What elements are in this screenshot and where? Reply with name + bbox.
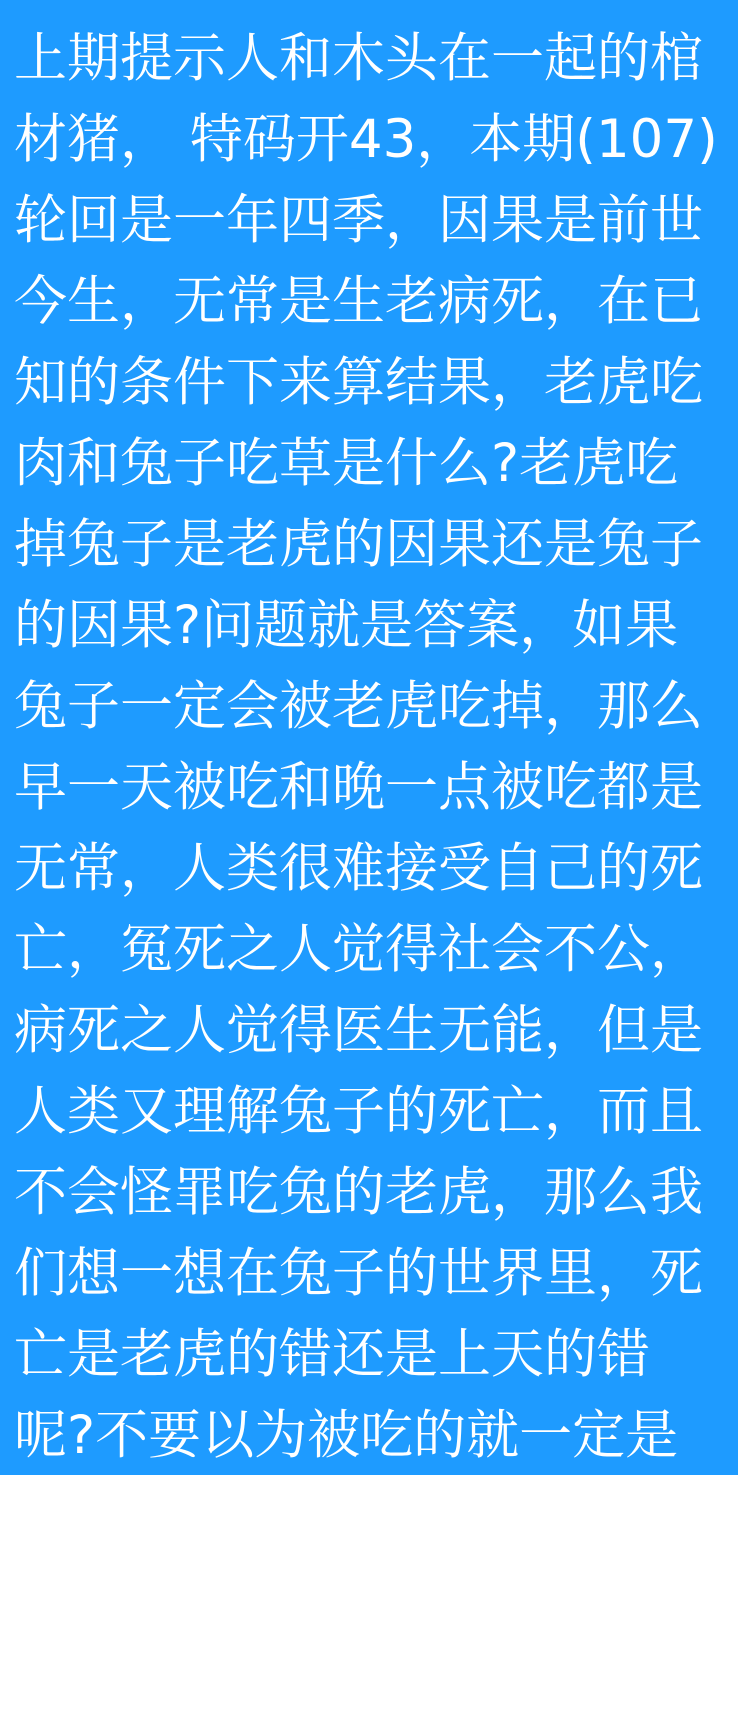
message-body-text: 上期提示人和木头在一起的棺材猪， 特码开43，本期(107)轮回是一年四季，因果是前世今生，无常是生老病死，在已知的条件下来算结果，老虎吃肉和兔子吃草是什么?老虎吃掉兔子是老虎的因果还是兔子的因果?问题就是答案，如果兔子一定会被老虎吃掉，那么早一天被吃和晚一点被吃都是无常，人类很难接受自己的死亡，冤死之人觉得社会不公，病死之人觉得医生无能，但是人类又理解兔子的死亡，而且不会怪罪吃兔的老虎，那么我们想一想在兔子的世界里，死亡是老虎的错还是上天的错呢?不要以为被吃的就一定是受害方哦，也许这只兔子的前生也是一只母老虎呀!原版了知(惠泽社团) bbox=[14, 28, 718, 1709]
